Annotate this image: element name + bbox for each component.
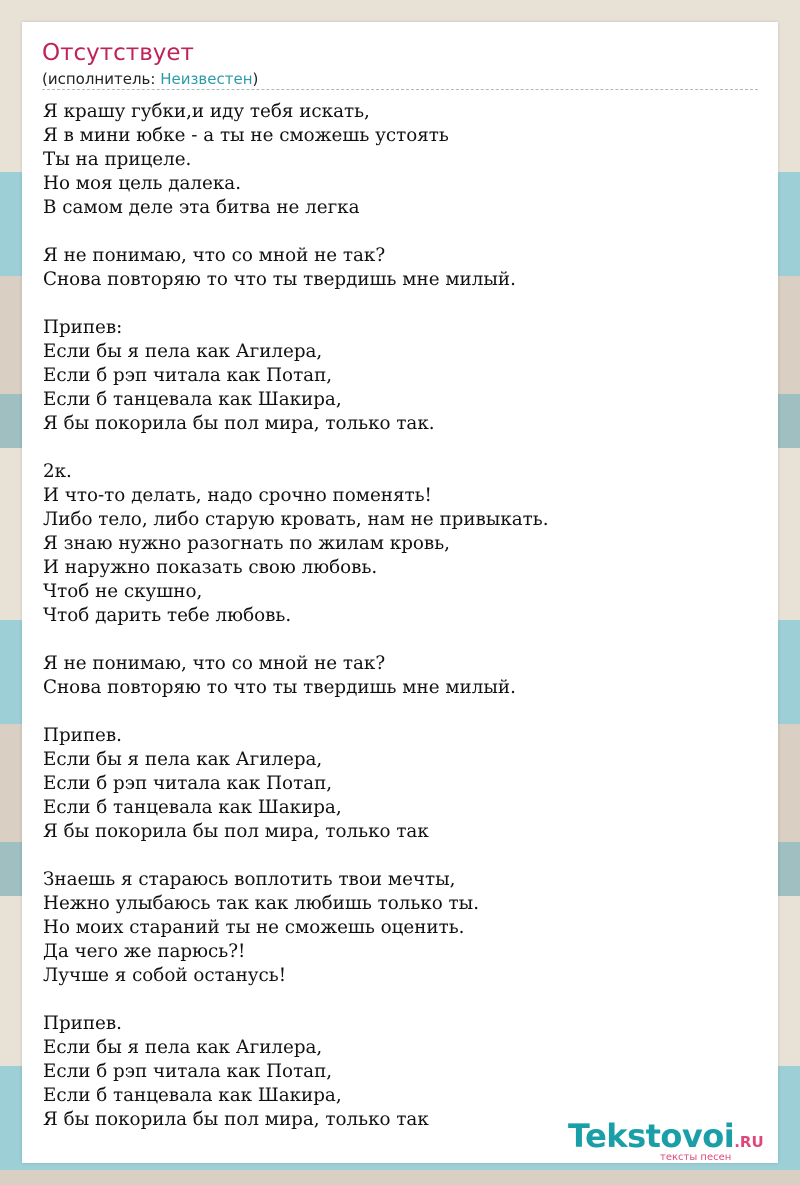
lyric-line: 2к. [43,461,72,482]
lyric-line [43,628,549,652]
artist-suffix: ) [252,70,259,88]
lyric-line: И наружно показать свою любовь. [43,557,378,578]
lyric-line: Но моих стараний ты не сможешь оценить. [43,917,465,938]
lyric-line: В самом деле эта битва не легка [43,197,360,218]
lyric-line: Я бы покорила бы пол мира, только так. [43,413,435,434]
lyric-line: Да чего же парюсь?! [43,941,246,962]
background-stripe [0,1170,800,1185]
lyric-line [43,220,549,244]
lyric-line: Нежно улыбаюсь так как любишь только ты. [43,893,480,914]
lyric-line: Я в мини юбке - а ты не сможешь устоять [43,125,449,146]
lyric-line [43,436,549,460]
lyric-line: Я крашу губки,и иду тебя искать, [43,101,370,122]
song-title: Отсутствует [42,40,194,66]
artist-prefix: (исполнитель: [42,70,161,88]
lyric-line: Если бы я пела как Агилера, [43,1037,323,1058]
lyric-line: Припев: [43,317,123,338]
lyric-line: Я не понимаю, что со мной не так? [43,245,386,266]
lyric-line: Ты на прицеле. [43,149,192,170]
title-divider [42,89,758,90]
lyric-line: Я бы покорила бы пол мира, только так [43,1109,429,1130]
lyric-line: Я не понимаю, что со мной не так? [43,653,386,674]
lyric-line: Снова повторяю то что ты твердишь мне милый. [43,677,516,698]
lyric-line: И что-то делать, надо срочно поменять! [43,485,432,506]
lyric-line: Если б рэп читала как Потап, [43,365,333,386]
lyrics-card [22,22,778,1163]
lyric-line: Лучше я собой останусь! [43,965,287,986]
lyric-line: Если бы я пела как Агилера, [43,341,323,362]
lyric-line: Чтоб дарить тебе любовь. [43,605,292,626]
lyric-line: Если б рэп читала как Потап, [43,1061,333,1082]
lyric-line: Но моя цель далека. [43,173,242,194]
logo-tagline: тексты песен [660,1152,732,1163]
logo-tld: .RU [734,1133,764,1151]
lyric-line: Знаешь я стараюсь воплотить твои мечты, [43,869,456,890]
logo-name: Tekstovoi [568,1117,735,1155]
lyric-line: Я бы покорила бы пол мира, только так [43,821,429,842]
lyric-line: Если б танцевала как Шакира, [43,797,342,818]
lyric-line [43,292,549,316]
lyric-line: Чтоб не скушно, [43,581,203,602]
lyric-line [43,988,549,1012]
lyric-line [43,700,549,724]
artist-line [42,70,258,88]
lyrics-text [43,100,549,1132]
lyric-line: Если б танцевала как Шакира, [43,389,342,410]
lyric-line: Если бы я пела как Агилера, [43,749,323,770]
lyric-line: Я знаю нужно разогнать по жилам кровь, [43,533,450,554]
lyric-line: Если б танцевала как Шакира, [43,1085,342,1106]
lyric-line: Припев. [43,725,122,746]
lyric-line: Если б рэп читала как Потап, [43,773,333,794]
lyric-line: Снова повторяю то что ты твердишь мне милый. [43,269,516,290]
lyric-line [43,844,549,868]
artist-link[interactable]: Неизвестен [160,70,253,88]
lyric-line: Припев. [43,1013,122,1034]
lyric-line: Либо тело, либо старую кровать, нам не привыкать. [43,509,549,530]
site-logo[interactable] [568,1117,778,1163]
